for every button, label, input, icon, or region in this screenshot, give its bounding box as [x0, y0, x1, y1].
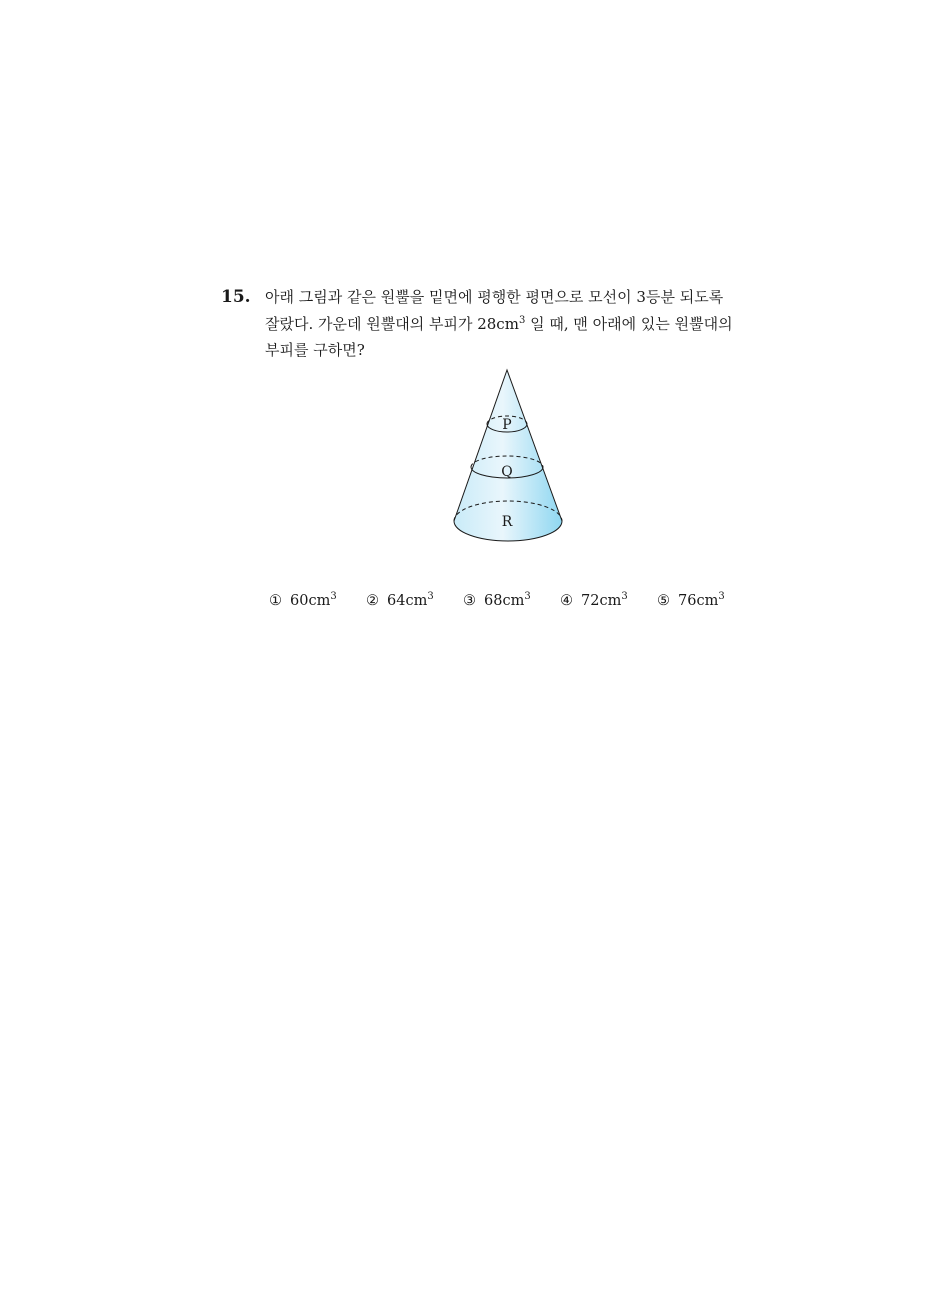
choice-4[interactable]: [560, 590, 628, 612]
label-p: P: [502, 417, 512, 433]
question-line-3: 부피를 구하면?: [265, 341, 365, 359]
choice-value: 76cm: [678, 593, 719, 609]
choice-value: 64cm: [387, 593, 428, 609]
answer-choices: [269, 590, 749, 614]
choice-mark: ④: [560, 593, 573, 609]
choice-exponent: 3: [524, 591, 531, 602]
choice-mark: ②: [366, 593, 379, 609]
choice-value: 68cm: [484, 593, 525, 609]
label-r: R: [501, 514, 513, 530]
question-number: 15.: [221, 287, 251, 307]
choice-1[interactable]: [269, 590, 337, 612]
question-text: [265, 284, 745, 364]
question-exponent: 3: [518, 314, 526, 326]
question-line-2: [265, 311, 745, 338]
choice-2[interactable]: [366, 590, 434, 612]
choice-exponent: 3: [427, 591, 434, 602]
question-line-2a: 잘랐다. 가운데 원뿔대의 부피가 28cm: [265, 314, 519, 333]
label-q: Q: [501, 464, 513, 480]
choice-exponent: 3: [718, 591, 725, 602]
choice-value: 60cm: [290, 593, 331, 609]
cone-figure: [445, 366, 571, 548]
choice-exponent: 3: [621, 591, 628, 602]
choice-value: 72cm: [581, 593, 622, 609]
choice-exponent: 3: [330, 591, 337, 602]
question-line-1: 아래 그림과 같은 원뿔을 밑면에 평행한 평면으로 모선이 3등분 되도록: [265, 288, 724, 306]
choice-5[interactable]: [657, 590, 725, 612]
choice-3[interactable]: [463, 590, 531, 612]
cone-diagram: [445, 366, 571, 548]
choice-mark: ①: [269, 593, 282, 609]
choice-mark: ③: [463, 593, 476, 609]
question-line-2b: 일 때, 맨 아래에 있는 원뿔대의: [525, 314, 733, 333]
choice-mark: ⑤: [657, 593, 670, 609]
